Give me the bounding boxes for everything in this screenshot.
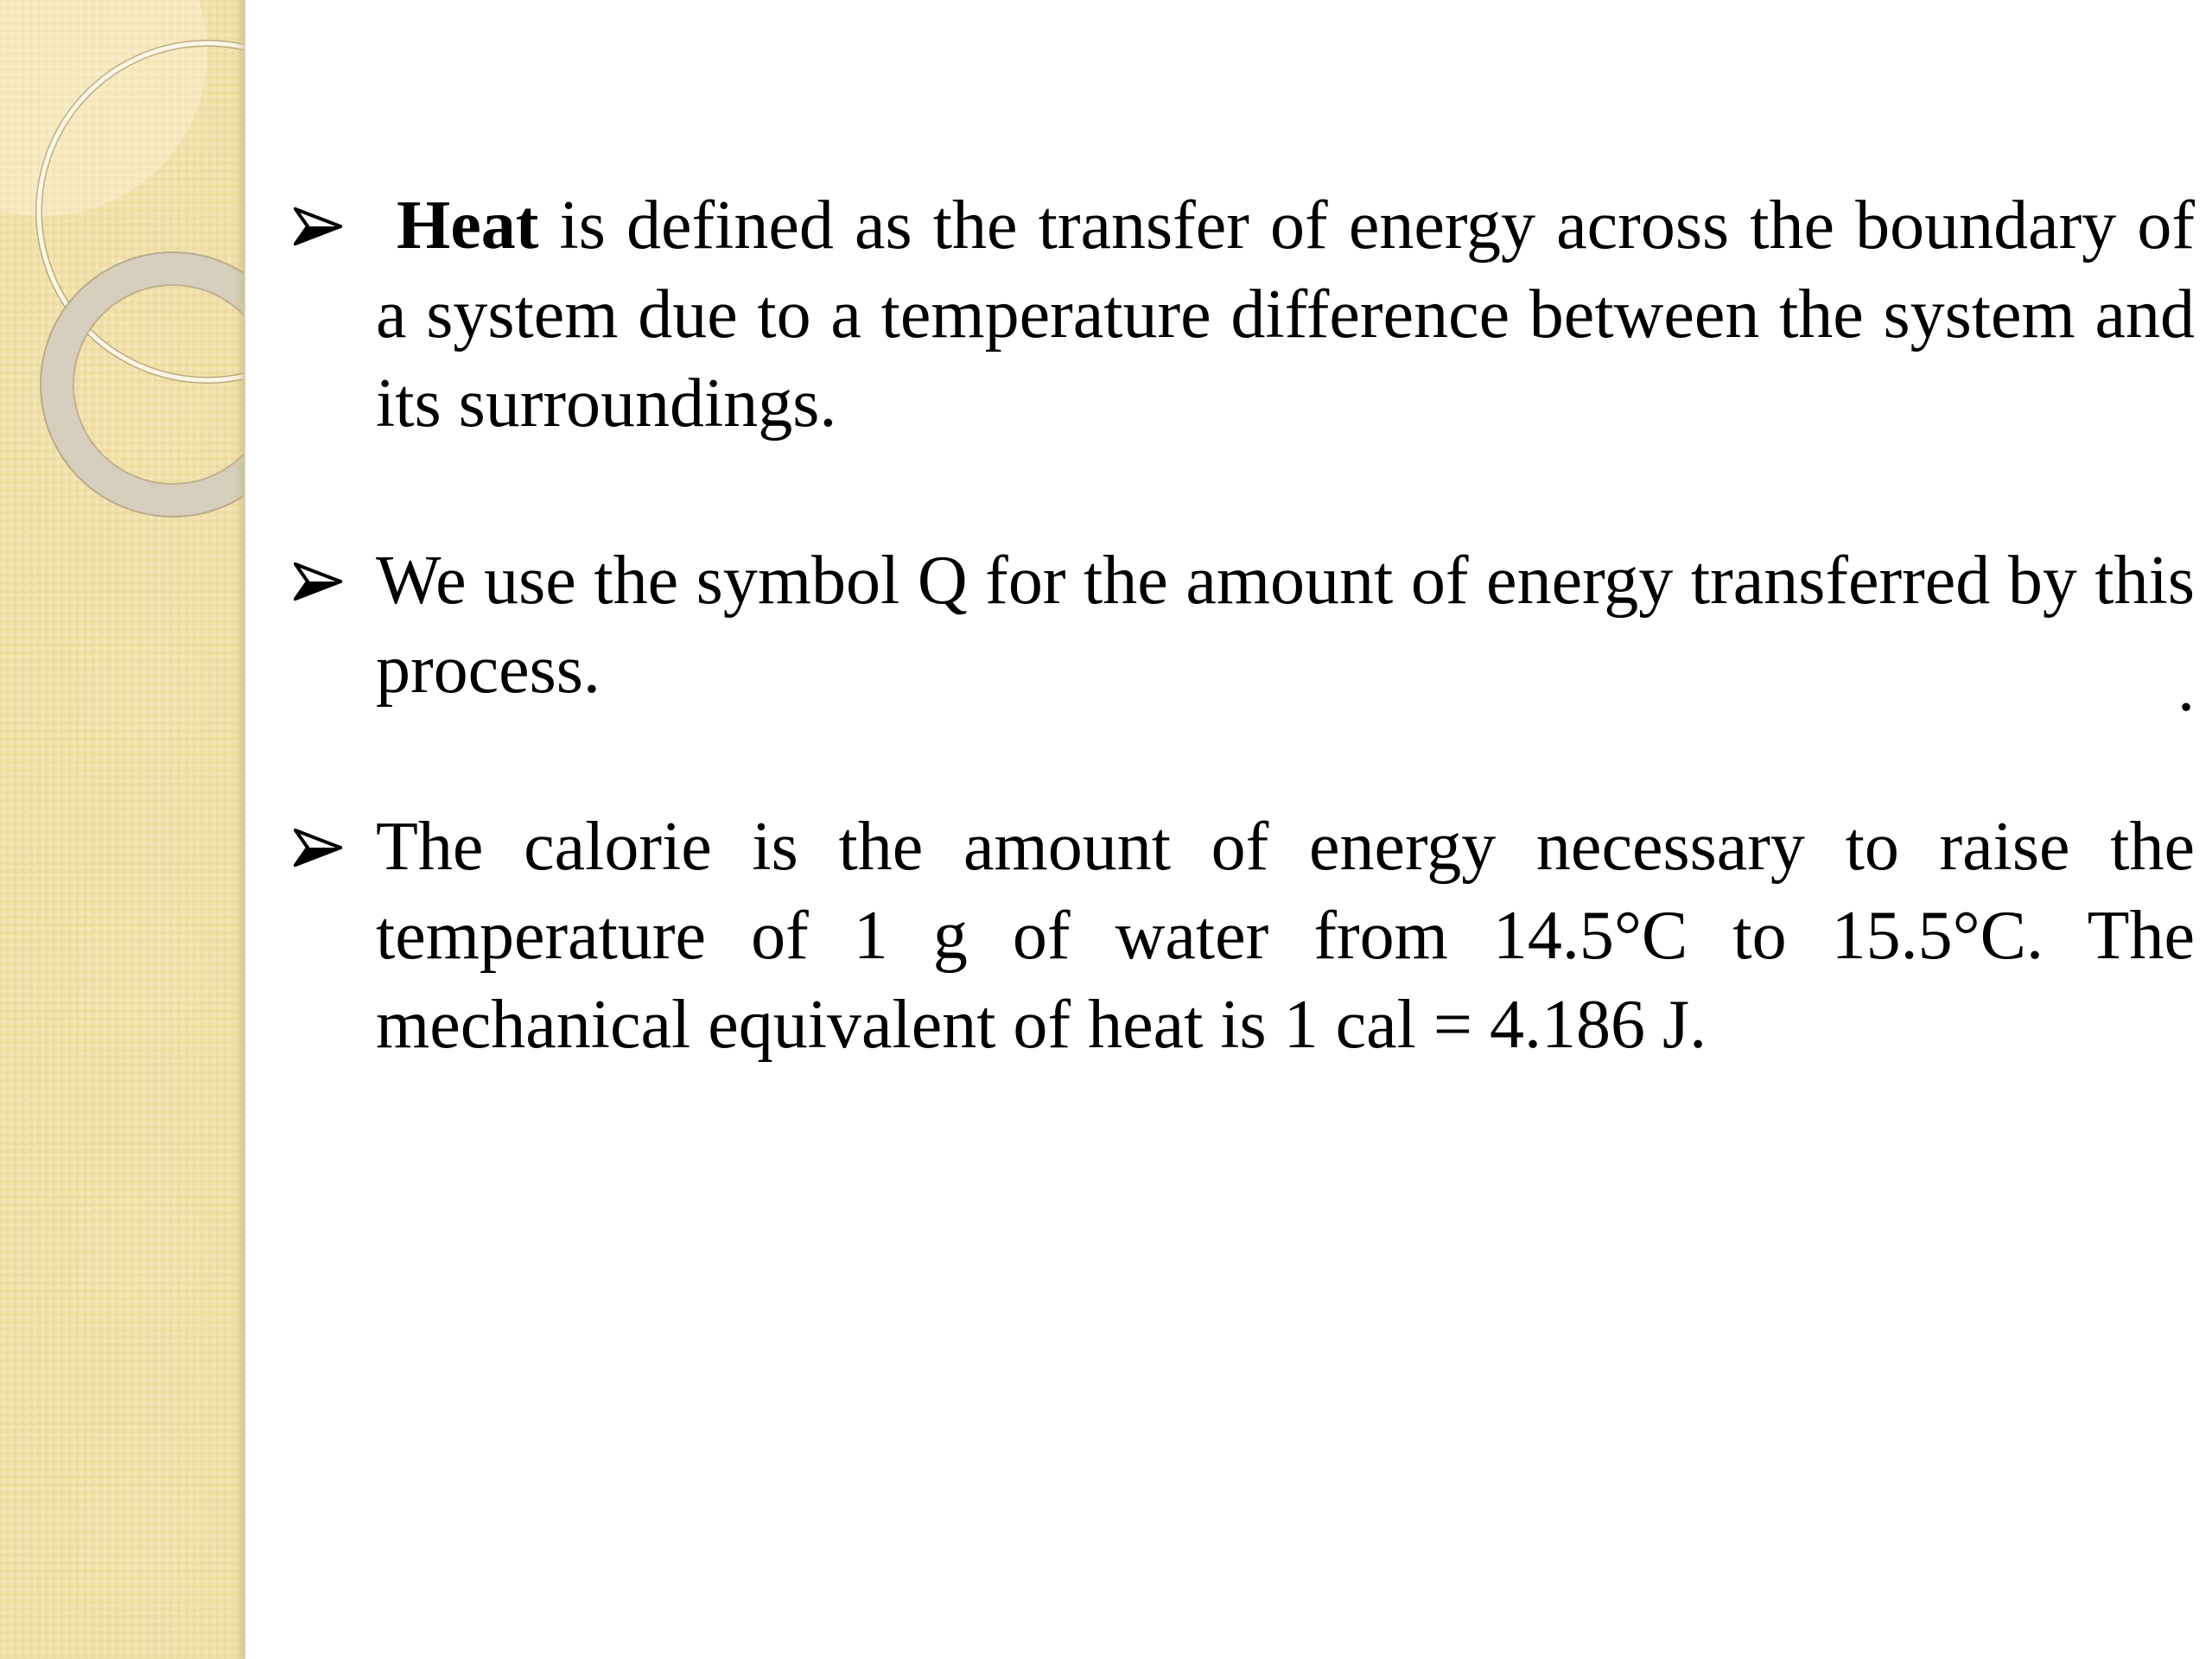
bullet-item-symbol-q xyxy=(294,537,2195,715)
panel-shade xyxy=(233,0,244,1659)
ring-ornament-icon xyxy=(0,0,244,553)
slide-body xyxy=(294,181,2195,1158)
bullet-body: We use the symbol Q for the amount of energy transferred by this process. xyxy=(376,543,2195,708)
arrowhead-bullet-icon xyxy=(294,829,342,867)
stray-mark: . xyxy=(2177,650,2195,726)
panel-divider xyxy=(244,0,246,1659)
bullet-lead-term: Heat xyxy=(397,188,539,264)
bullet-text xyxy=(376,181,2195,448)
decorative-side-panel xyxy=(0,0,244,1659)
arrowhead-bullet-icon xyxy=(294,563,342,601)
bullet-item-calorie xyxy=(294,803,2195,1070)
arrowhead-bullet-icon xyxy=(294,207,342,245)
bullet-item-heat xyxy=(294,181,2195,448)
bullet-body: The calorie is the amount of energy necessary to raise the temperature of 1 g of water from 14.5°C to 15.5°C. The mechanical equivalent of heat is 1 cal = 4.186 J. xyxy=(376,809,2195,1063)
bullet-body: is defined as the transfer of energy across the boundary of a system due to a temperature difference between the system and its surroundings. xyxy=(376,188,2195,442)
